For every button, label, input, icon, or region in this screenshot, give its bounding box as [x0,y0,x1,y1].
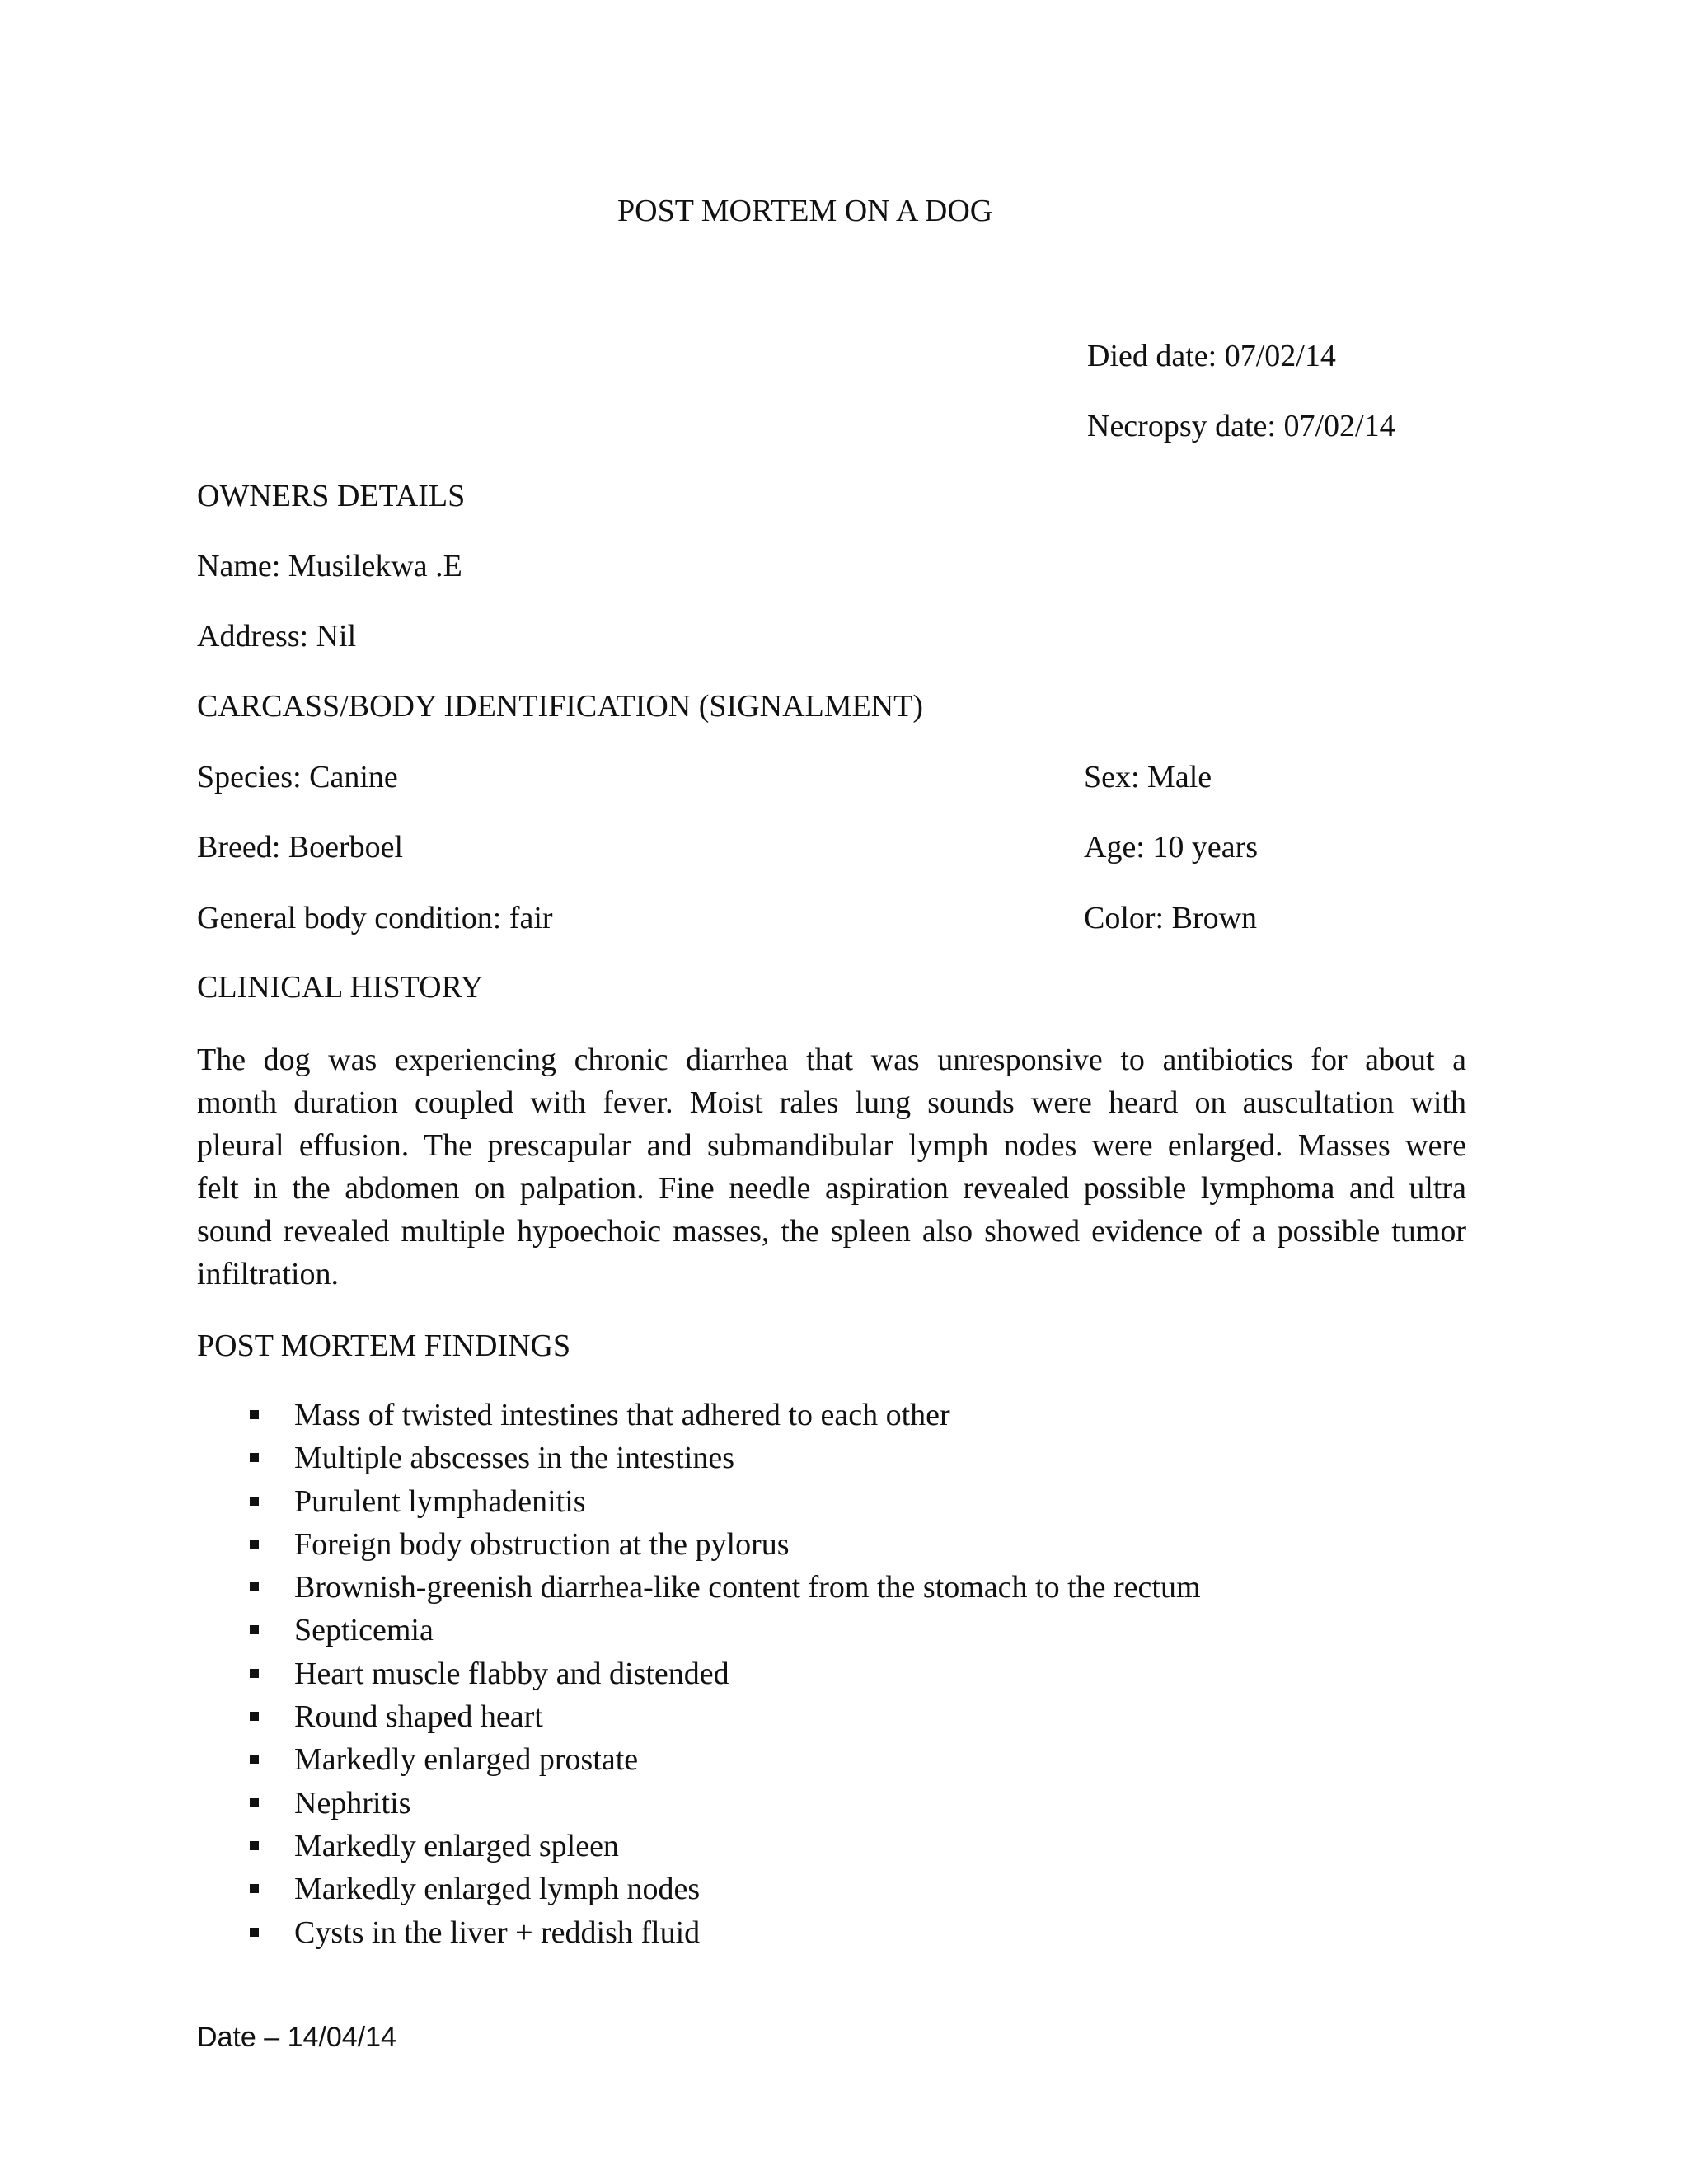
clinical-history-line: felt in the abdomen on palpation. Fine needle aspiration revealed possible lymphoma and ultra [197,1171,1466,1206]
finding-text: Round shaped heart [294,1699,543,1735]
list-item [197,1827,1201,1870]
square-bullet-icon [250,1540,259,1549]
clinical-history-line: month duration coupled with fever. Moist rales lung sounds were heard on auscultation with [197,1085,1466,1120]
finding-text: Mass of twisted intestines that adhered to each other [294,1398,950,1432]
list-item [197,1914,1201,1957]
square-bullet-icon [250,1410,259,1419]
clinical-history-line: sound revealed multiple hypoechoic masses, the spleen also showed evidence of a possible tumor [197,1214,1466,1249]
finding-text: Markedly enlarged prostate [294,1742,639,1778]
list-item [197,1611,1201,1654]
clinical-history-line: pleural effusion. The prescapular and submandibular lymph nodes were enlarged. Masses were [197,1128,1466,1163]
square-bullet-icon [250,1841,259,1850]
owners-details-heading: OWNERS DETAILS [197,479,466,513]
owner-address: Address: Nil [197,619,357,654]
list-item [197,1526,1201,1568]
square-bullet-icon [250,1884,259,1893]
square-bullet-icon [250,1582,259,1591]
list-item [197,1784,1201,1827]
findings-list [197,1396,1201,1957]
square-bullet-icon [250,1625,259,1634]
list-item [197,1483,1201,1526]
finding-text: Foreign body obstruction at the pylorus [294,1526,790,1562]
finding-text: Purulent lymphadenitis [294,1483,586,1519]
necropsy-date: Necropsy date: 07/02/14 [1087,409,1395,443]
square-bullet-icon [250,1453,259,1462]
finding-text: Heart muscle flabby and distended [294,1656,729,1691]
age-field: Age: 10 years [1084,830,1259,865]
died-date: Died date: 07/02/14 [1087,339,1336,373]
list-item [197,1698,1201,1741]
clinical-history-heading: CLINICAL HISTORY [197,970,484,1005]
finding-text: Multiple abscesses in the intestines [294,1441,735,1476]
clinical-history-line: infiltration. [197,1257,340,1291]
list-item [197,1741,1201,1783]
square-bullet-icon [250,1497,259,1506]
finding-text: Cysts in the liver + reddish fluid [294,1915,701,1950]
finding-text: Nephritis [294,1785,411,1821]
document-title: POST MORTEM ON A DOG [617,194,993,228]
color-field: Color: Brown [1084,901,1258,935]
finding-text: Markedly enlarged lymph nodes [294,1872,701,1907]
list-item [197,1568,1201,1611]
list-item [197,1439,1201,1482]
owner-name: Name: Musilekwa .E [197,549,462,583]
finding-text: Brownish-greenish diarrhea-like content from the stomach to the rectum [294,1570,1201,1605]
finding-text: Markedly enlarged spleen [294,1828,619,1863]
finding-text: Septicemia [294,1613,434,1648]
post-mortem-findings-heading: POST MORTEM FINDINGS [197,1329,571,1363]
clinical-history-paragraph [197,1038,1466,1296]
body-condition-field: General body condition: fair [197,901,553,935]
clinical-history-line: The dog was experiencing chronic diarrhea that was unresponsive to antibiotics for about a [197,1043,1466,1077]
square-bullet-icon [250,1798,259,1807]
square-bullet-icon [250,1669,259,1678]
signalment-heading: CARCASS/BODY IDENTIFICATION (SIGNALMENT) [197,689,924,724]
footer-date: Date – 14/04/14 [197,2022,396,2053]
list-item [197,1396,1201,1439]
list-item [197,1870,1201,1913]
breed-field: Breed: Boerboel [197,830,404,865]
species-field: Species: Canine [197,760,398,794]
sex-field: Sex: Male [1084,760,1212,794]
square-bullet-icon [250,1928,259,1937]
square-bullet-icon [250,1755,259,1764]
square-bullet-icon [250,1712,259,1721]
list-item [197,1655,1201,1698]
